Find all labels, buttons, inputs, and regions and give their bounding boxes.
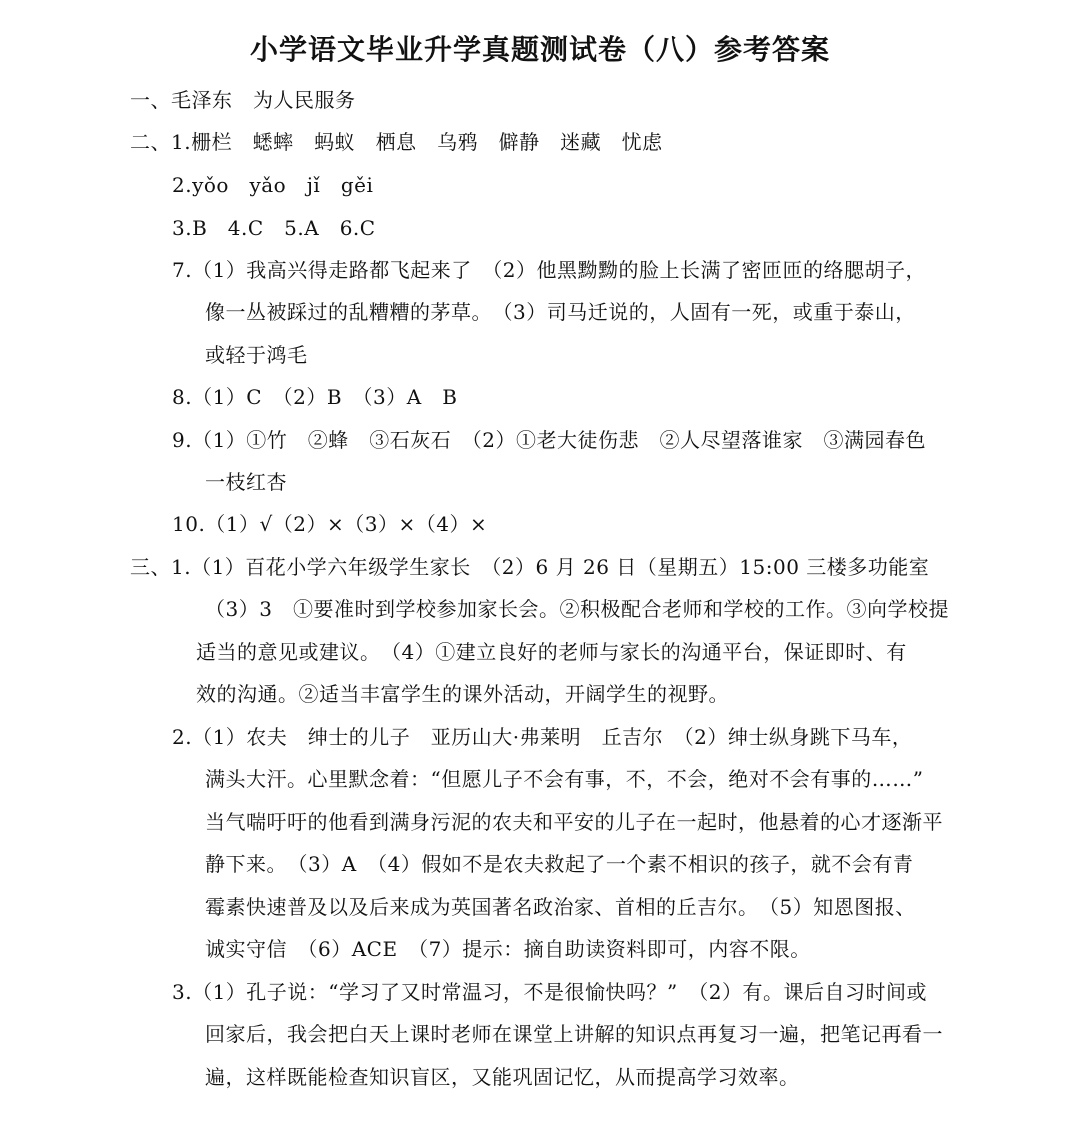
section-2-q7-line-2: 像一丛被踩过的乱糟糟的茅草。 （3）司马迁说的，人固有一死，或重于泰山， bbox=[205, 300, 916, 324]
section-3-q1-line-3: 适当的意见或建议。 （4）①建立良好的老师与家长的沟通平台，保证即时、有 bbox=[196, 640, 907, 664]
section-3-q2-line-5: 霉素快速普及以及后来成为英国著名政治家、首相的丘吉尔。 （5）知恩图报、 bbox=[205, 895, 916, 919]
section-3-q2-line-3: 当气喘吁吁的他看到满身污泥的农夫和平安的儿子在一起时，他悬着的心才逐渐平 bbox=[205, 810, 943, 834]
section-1-answer: 一、毛泽东 为人民服务 bbox=[130, 88, 356, 112]
section-3-q3-line-3: 遍，这样既能检查知识盲区，又能巩固记忆，从而提高学习效率。 bbox=[205, 1065, 800, 1089]
section-3-q1-line-4: 效的沟通。②适当丰富学生的课外活动，开阔学生的视野。 bbox=[196, 682, 729, 706]
section-2-q7-line-1: 7.（1）我高兴得走路都飞起来了 （2）他黑黝黝的脸上长满了密匝匝的络腮胡子， bbox=[172, 258, 927, 282]
page-title: 小学语文毕业升学真题测试卷（八）参考答案 bbox=[249, 33, 830, 66]
section-3-q2-line-6: 诚实守信 （6）ACE （7）提示：摘自助读资料即可，内容不限。 bbox=[205, 937, 811, 961]
section-2-q10-answer: 10.（1）√（2）×（3）×（4）× bbox=[172, 512, 488, 536]
section-3-q1-line-1: 三、1.（1）百花小学六年级学生家长 （2）6 月 26 日（星期五）15:00 三楼多功能室 bbox=[130, 555, 930, 579]
section-2-q7-line-3: 或轻于鸿毛 bbox=[205, 343, 308, 367]
section-2-q1-answer: 二、1.栅栏 蟋蟀 蚂蚁 栖息 乌鸦 僻静 迷藏 忧虑 bbox=[130, 130, 663, 154]
section-2-q8-answer: 8.（1）C （2）B （3）A B bbox=[172, 385, 458, 409]
section-2-q9-line-1: 9.（1）①竹 ②蜂 ③石灰石 （2）①老大徒伤悲 ②人尽望落谁家 ③满园春色 bbox=[172, 428, 927, 452]
section-3-q2-line-1: 2.（1）农夫 绅士的儿子 亚历山大·弗莱明 丘吉尔 （2）绅士纵身跳下马车， bbox=[172, 725, 913, 749]
section-3-q3-line-2: 回家后，我会把白天上课时老师在课堂上讲解的知识点再复习一遍，把笔记再看一 bbox=[205, 1022, 943, 1046]
section-2-q2-answer: 2.yǒo yǎo jǐ gěi bbox=[172, 173, 374, 197]
section-3-q2-line-2: 满头大汗。心里默念着：“但愿儿子不会有事，不，不会，绝对不会有事的……” bbox=[205, 767, 924, 791]
section-2-q3-6-answer: 3.B 4.C 5.A 6.C bbox=[172, 216, 376, 240]
section-2-q9-line-2: 一枝红杏 bbox=[205, 470, 287, 494]
section-3-q3-line-1: 3.（1）孔子说：“学习了又时常温习，不是很愉快吗？” （2）有。课后自习时间或 bbox=[172, 980, 927, 1004]
section-3-q1-line-2: （3）3 ①要准时到学校参加家长会。②积极配合老师和学校的工作。③向学校提 bbox=[205, 597, 949, 621]
section-3-q2-line-4: 静下来。 （3）A （4）假如不是农夫救起了一个素不相识的孩子，就不会有青 bbox=[205, 852, 914, 876]
